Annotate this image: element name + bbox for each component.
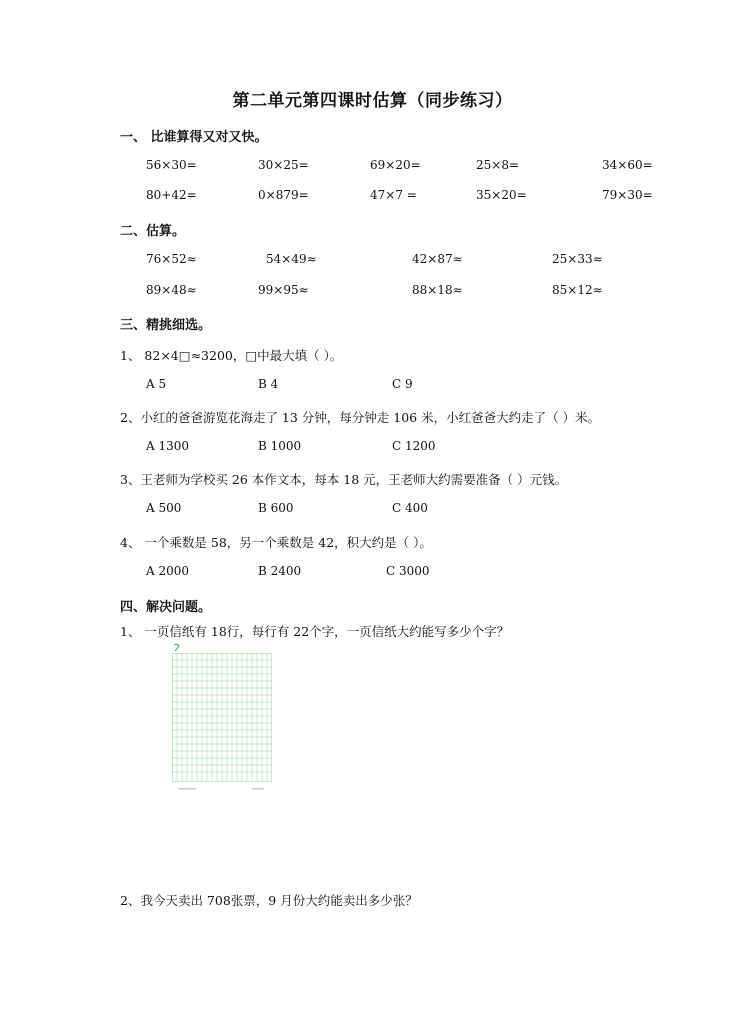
calc-item: 80+42= (146, 188, 197, 202)
option-b: B 2400 (258, 564, 302, 578)
question-2: 2、小红的爸爸游览花海走了 13 分钟，每分钟走 106 米，小红爸爸大约走了（ ）米。 (120, 410, 601, 425)
section3-heading: 三、精挑细选。 (120, 318, 212, 333)
option-a: A 1300 (146, 439, 190, 453)
section2-heading: 二、估算。 (120, 224, 186, 239)
estimate-item: 76×52≈ (146, 252, 197, 266)
option-c: C 9 (392, 377, 413, 391)
option-a: A 500 (146, 501, 182, 515)
option-b: B 1000 (258, 439, 302, 453)
calc-item: 35×20= (476, 188, 527, 202)
estimate-item: 42×87≈ (412, 252, 463, 266)
calc-item: 0×879= (258, 188, 309, 202)
option-a: A 5 (146, 377, 167, 391)
calc-item: 30×25= (258, 158, 309, 172)
calc-item: 79×30= (602, 188, 653, 202)
estimate-item: 25×33≈ (552, 252, 603, 266)
estimate-item: 99×95≈ (258, 283, 309, 297)
estimate-item: 88×18≈ (412, 283, 463, 297)
option-c: C 1200 (392, 439, 436, 453)
section1-heading: 一、 比谁算得又对又快。 (120, 130, 268, 145)
calc-item: 69×20= (370, 158, 421, 172)
calc-item: 56×30= (146, 158, 197, 172)
estimate-item: 54×49≈ (266, 252, 317, 266)
calc-item: 25×8= (476, 158, 520, 172)
problem-2: 2、我今天卖出 708张票，9 月份大约能卖出多少张？ (120, 893, 418, 908)
option-a: A 2000 (146, 564, 190, 578)
section4-heading: 四、解决问题。 (120, 600, 212, 615)
calc-item: 47×7 = (370, 188, 417, 202)
option-c: C 3000 (386, 564, 430, 578)
option-b: B 600 (258, 501, 294, 515)
question-1: 1、 82×4□≈3200，□中最大填（ ）。 (120, 348, 343, 363)
estimate-item: 85×12≈ (552, 283, 603, 297)
calc-item: 34×60= (602, 158, 653, 172)
letter-paper-grid-icon (172, 643, 272, 793)
question-4: 4、 一个乘数是 58，另一个乘数是 42，积大约是（ ）。 (120, 535, 432, 550)
option-b: B 4 (258, 377, 279, 391)
page-title: 第二单元第四课时估算（同步练习） (232, 91, 513, 111)
option-c: C 400 (392, 501, 428, 515)
estimate-item: 89×48≈ (146, 283, 197, 297)
question-3: 3、王老师为学校买 26 本作文本，每本 18 元，王老师大约需要准备（ ）元钱。 (120, 472, 568, 487)
problem-1: 1、 一页信纸有 18行，每行有 22个字，一页信纸大约能写多少个字？ (120, 624, 510, 639)
